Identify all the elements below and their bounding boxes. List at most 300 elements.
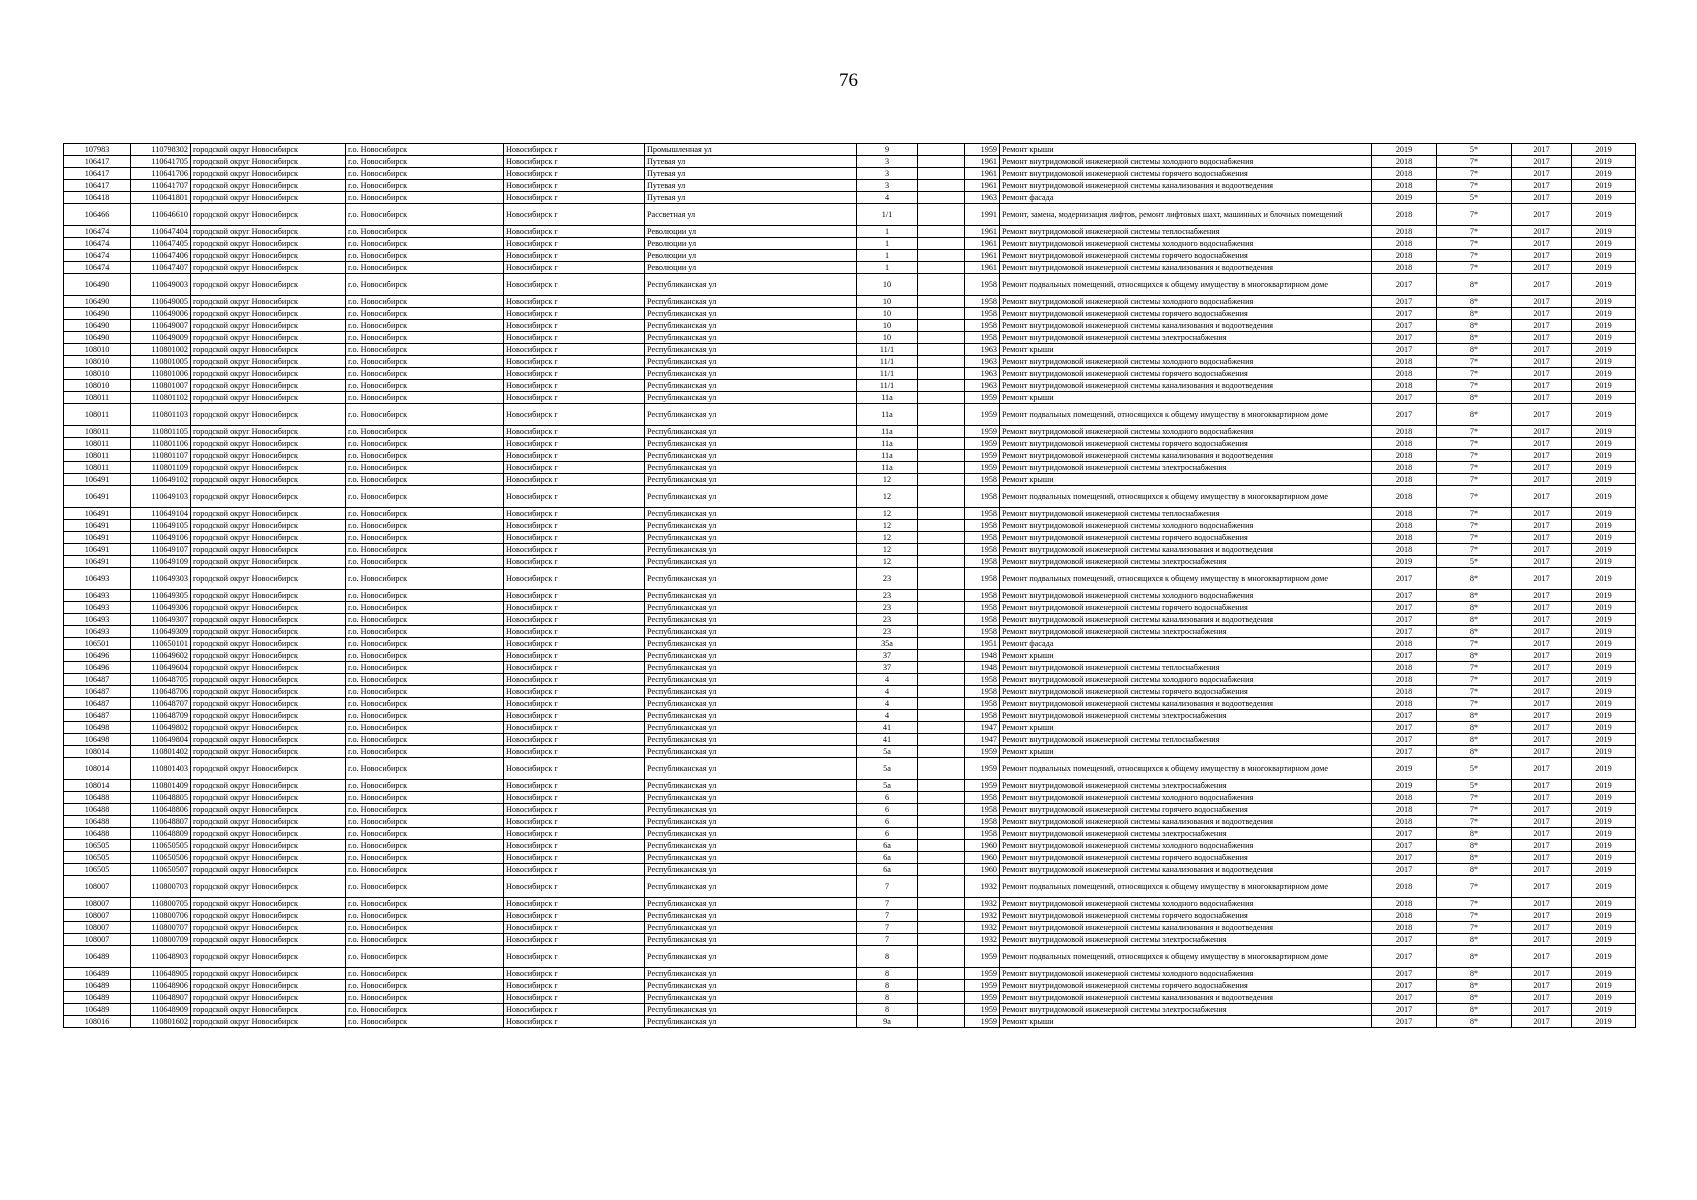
cell-work-type: Ремонт внутридомовой инженерной системы горячего водоснабжения (1000, 368, 1372, 380)
cell-settlement: Новосибирск г (504, 602, 645, 614)
cell-urban-district: г.о. Новосибирск (346, 852, 504, 864)
cell-house-id: 108010 (64, 344, 131, 356)
cell-street: Республиканская ул (645, 638, 857, 650)
table-body (64, 144, 1636, 1028)
cell-building (918, 156, 965, 168)
cell-work-type: Ремонт внутридомовой инженерной системы горячего водоснабжения (1000, 168, 1372, 180)
cell-period-start: 2017 (1512, 392, 1572, 404)
cell-plan-year: 2017 (1372, 392, 1437, 404)
cell-settlement: Новосибирск г (504, 226, 645, 238)
cell-building (918, 780, 965, 792)
table-row (64, 1004, 1636, 1016)
cell-period-end: 2019 (1572, 556, 1636, 568)
cell-house-id: 106498 (64, 722, 131, 734)
cell-period-start: 2017 (1512, 686, 1572, 698)
cell-house-number: 7 (857, 898, 918, 910)
cell-house-number: 6 (857, 828, 918, 840)
cell-urban-district: г.о. Новосибирск (346, 722, 504, 734)
cell-plan-year: 2018 (1372, 356, 1437, 368)
cell-urban-district: г.о. Новосибирск (346, 392, 504, 404)
cell-year-built: 1958 (965, 508, 1000, 520)
cell-work-id: 110649309 (131, 626, 191, 638)
table-row (64, 204, 1636, 226)
table-row (64, 840, 1636, 852)
cell-house-number: 5а (857, 758, 918, 780)
cell-period-end: 2019 (1572, 710, 1636, 722)
cell-house-id: 106498 (64, 734, 131, 746)
cell-building (918, 910, 965, 922)
cell-work-type: Ремонт внутридомовой инженерной системы холодного водоснабжения (1000, 426, 1372, 438)
cell-house-id: 106487 (64, 698, 131, 710)
cell-period-end: 2019 (1572, 320, 1636, 332)
cell-period-end: 2019 (1572, 662, 1636, 674)
cell-plan-year: 2017 (1372, 710, 1437, 722)
cell-period-start: 2017 (1512, 368, 1572, 380)
cell-house-number: 5а (857, 780, 918, 792)
cell-period-end: 2019 (1572, 734, 1636, 746)
cell-urban-district: г.о. Новосибирск (346, 250, 504, 262)
cell-urban-district: г.о. Новосибирск (346, 568, 504, 590)
cell-settlement: Новосибирск г (504, 946, 645, 968)
cell-building (918, 638, 965, 650)
cell-settlement: Новосибирск г (504, 450, 645, 462)
cell-settlement: Новосибирск г (504, 590, 645, 602)
cell-year-built: 1958 (965, 674, 1000, 686)
cell-priority: 8* (1437, 852, 1512, 864)
cell-urban-district: г.о. Новосибирск (346, 192, 504, 204)
cell-settlement: Новосибирск г (504, 474, 645, 486)
cell-municipality: городской округ Новосибирск (191, 320, 346, 332)
table-row (64, 828, 1636, 840)
cell-priority: 5* (1437, 192, 1512, 204)
cell-year-built: 1961 (965, 250, 1000, 262)
cell-house-number: 23 (857, 614, 918, 626)
cell-plan-year: 2018 (1372, 674, 1437, 686)
cell-urban-district: г.о. Новосибирск (346, 650, 504, 662)
cell-period-start: 2017 (1512, 180, 1572, 192)
cell-priority: 7* (1437, 698, 1512, 710)
cell-period-start: 2017 (1512, 722, 1572, 734)
cell-work-id: 110649305 (131, 590, 191, 602)
cell-period-end: 2019 (1572, 568, 1636, 590)
cell-year-built: 1959 (965, 404, 1000, 426)
cell-settlement: Новосибирск г (504, 1016, 645, 1028)
cell-house-id: 108011 (64, 404, 131, 426)
cell-period-end: 2019 (1572, 508, 1636, 520)
cell-settlement: Новосибирск г (504, 368, 645, 380)
cell-house-id: 106491 (64, 474, 131, 486)
cell-settlement: Новосибирск г (504, 710, 645, 722)
cell-priority: 7* (1437, 638, 1512, 650)
cell-period-end: 2019 (1572, 380, 1636, 392)
cell-municipality: городской округ Новосибирск (191, 780, 346, 792)
cell-settlement: Новосибирск г (504, 556, 645, 568)
cell-municipality: городской округ Новосибирск (191, 828, 346, 840)
cell-work-type: Ремонт внутридомовой инженерной системы электроснабжения (1000, 1004, 1372, 1016)
cell-plan-year: 2018 (1372, 520, 1437, 532)
table-row (64, 590, 1636, 602)
cell-settlement: Новосибирск г (504, 262, 645, 274)
cell-municipality: городской округ Новосибирск (191, 168, 346, 180)
cell-street: Республиканская ул (645, 840, 857, 852)
cell-house-number: 12 (857, 508, 918, 520)
cell-house-number: 8 (857, 946, 918, 968)
cell-house-number: 8 (857, 992, 918, 1004)
cell-house-number: 35а (857, 638, 918, 650)
cell-municipality: городской округ Новосибирск (191, 508, 346, 520)
table-row (64, 852, 1636, 864)
cell-priority: 8* (1437, 320, 1512, 332)
cell-urban-district: г.о. Новосибирск (346, 332, 504, 344)
cell-work-id: 110649103 (131, 486, 191, 508)
cell-work-id: 110800709 (131, 934, 191, 946)
cell-work-type: Ремонт внутридомовой инженерной системы теплоснабжения (1000, 508, 1372, 520)
cell-street: Республиканская ул (645, 722, 857, 734)
cell-plan-year: 2019 (1372, 556, 1437, 568)
cell-house-id: 106490 (64, 332, 131, 344)
cell-plan-year: 2018 (1372, 204, 1437, 226)
cell-municipality: городской округ Новосибирск (191, 344, 346, 356)
cell-period-end: 2019 (1572, 910, 1636, 922)
cell-work-id: 110800705 (131, 898, 191, 910)
cell-year-built: 1959 (965, 758, 1000, 780)
cell-priority: 8* (1437, 968, 1512, 980)
cell-municipality: городской округ Новосибирск (191, 474, 346, 486)
cell-work-type: Ремонт внутридомовой инженерной системы канализования и водоотведения (1000, 380, 1372, 392)
cell-building (918, 686, 965, 698)
cell-plan-year: 2017 (1372, 840, 1437, 852)
cell-period-start: 2017 (1512, 946, 1572, 968)
cell-urban-district: г.о. Новосибирск (346, 662, 504, 674)
cell-priority: 8* (1437, 934, 1512, 946)
cell-work-type: Ремонт внутридомовой инженерной системы канализования и водоотведения (1000, 698, 1372, 710)
cell-urban-district: г.о. Новосибирск (346, 226, 504, 238)
cell-street: Республиканская ул (645, 462, 857, 474)
cell-house-number: 1 (857, 250, 918, 262)
cell-urban-district: г.о. Новосибирск (346, 1004, 504, 1016)
cell-urban-district: г.о. Новосибирск (346, 602, 504, 614)
cell-work-type: Ремонт внутридомовой инженерной системы горячего водоснабжения (1000, 910, 1372, 922)
cell-work-type: Ремонт внутридомовой инженерной системы горячего водоснабжения (1000, 980, 1372, 992)
cell-period-start: 2017 (1512, 156, 1572, 168)
cell-street: Республиканская ул (645, 650, 857, 662)
cell-municipality: городской округ Новосибирск (191, 934, 346, 946)
cell-plan-year: 2018 (1372, 438, 1437, 450)
cell-work-id: 110648905 (131, 968, 191, 980)
cell-work-type: Ремонт крыши (1000, 746, 1372, 758)
cell-house-number: 4 (857, 192, 918, 204)
cell-municipality: городской округ Новосибирск (191, 602, 346, 614)
cell-building (918, 804, 965, 816)
cell-house-id: 108011 (64, 426, 131, 438)
cell-urban-district: г.о. Новосибирск (346, 946, 504, 968)
cell-work-id: 110801002 (131, 344, 191, 356)
cell-street: Революции ул (645, 250, 857, 262)
cell-municipality: городской округ Новосибирск (191, 296, 346, 308)
cell-work-id: 110801007 (131, 380, 191, 392)
cell-priority: 5* (1437, 758, 1512, 780)
cell-house-id: 108007 (64, 922, 131, 934)
cell-work-id: 110647407 (131, 262, 191, 274)
cell-municipality: городской округ Новосибирск (191, 520, 346, 532)
cell-urban-district: г.о. Новосибирск (346, 968, 504, 980)
cell-priority: 7* (1437, 380, 1512, 392)
cell-period-end: 2019 (1572, 968, 1636, 980)
cell-work-type: Ремонт внутридомовой инженерной системы канализования и водоотведения (1000, 450, 1372, 462)
cell-settlement: Новосибирск г (504, 308, 645, 320)
cell-urban-district: г.о. Новосибирск (346, 746, 504, 758)
cell-settlement: Новосибирск г (504, 1004, 645, 1016)
cell-period-end: 2019 (1572, 356, 1636, 368)
cell-house-number: 6а (857, 840, 918, 852)
cell-municipality: городской округ Новосибирск (191, 922, 346, 934)
table-row (64, 816, 1636, 828)
cell-priority: 8* (1437, 734, 1512, 746)
cell-year-built: 1958 (965, 544, 1000, 556)
cell-house-number: 12 (857, 474, 918, 486)
cell-year-built: 1958 (965, 532, 1000, 544)
cell-house-id: 108014 (64, 780, 131, 792)
cell-urban-district: г.о. Новосибирск (346, 804, 504, 816)
cell-plan-year: 2018 (1372, 532, 1437, 544)
cell-house-number: 37 (857, 650, 918, 662)
cell-priority: 7* (1437, 662, 1512, 674)
cell-house-id: 106490 (64, 296, 131, 308)
cell-plan-year: 2018 (1372, 544, 1437, 556)
cell-period-start: 2017 (1512, 614, 1572, 626)
cell-work-id: 110646610 (131, 204, 191, 226)
cell-priority: 8* (1437, 1004, 1512, 1016)
table-row (64, 274, 1636, 296)
cell-house-number: 11а (857, 392, 918, 404)
cell-municipality: городской округ Новосибирск (191, 462, 346, 474)
cell-work-id: 110649007 (131, 320, 191, 332)
cell-period-start: 2017 (1512, 332, 1572, 344)
cell-street: Республиканская ул (645, 532, 857, 544)
cell-street: Республиканская ул (645, 380, 857, 392)
cell-municipality: городской округ Новосибирск (191, 380, 346, 392)
cell-settlement: Новосибирск г (504, 804, 645, 816)
cell-work-type: Ремонт подвальных помещений, относящихся к общему имуществу в многоквартирном доме (1000, 404, 1372, 426)
cell-period-end: 2019 (1572, 180, 1636, 192)
cell-year-built: 1958 (965, 474, 1000, 486)
cell-work-id: 110649106 (131, 532, 191, 544)
cell-plan-year: 2017 (1372, 332, 1437, 344)
cell-urban-district: г.о. Новосибирск (346, 486, 504, 508)
cell-house-id: 106488 (64, 792, 131, 804)
cell-settlement: Новосибирск г (504, 686, 645, 698)
cell-plan-year: 2018 (1372, 462, 1437, 474)
cell-municipality: городской округ Новосибирск (191, 698, 346, 710)
cell-work-id: 110650505 (131, 840, 191, 852)
cell-house-number: 9 (857, 144, 918, 156)
cell-year-built: 1932 (965, 934, 1000, 946)
cell-house-number: 1 (857, 238, 918, 250)
table-row (64, 520, 1636, 532)
cell-settlement: Новосибирск г (504, 508, 645, 520)
cell-urban-district: г.о. Новосибирск (346, 614, 504, 626)
cell-period-start: 2017 (1512, 876, 1572, 898)
cell-house-number: 5а (857, 746, 918, 758)
table-row (64, 910, 1636, 922)
cell-building (918, 180, 965, 192)
cell-period-end: 2019 (1572, 792, 1636, 804)
cell-urban-district: г.о. Новосибирск (346, 308, 504, 320)
table-row (64, 568, 1636, 590)
cell-house-number: 23 (857, 626, 918, 638)
cell-work-id: 110801403 (131, 758, 191, 780)
cell-building (918, 852, 965, 864)
cell-year-built: 1963 (965, 356, 1000, 368)
cell-period-end: 2019 (1572, 828, 1636, 840)
cell-period-start: 2017 (1512, 864, 1572, 876)
cell-municipality: городской округ Новосибирск (191, 614, 346, 626)
cell-work-id: 110648705 (131, 674, 191, 686)
cell-house-number: 3 (857, 180, 918, 192)
cell-urban-district: г.о. Новосибирск (346, 992, 504, 1004)
cell-urban-district: г.о. Новосибирск (346, 734, 504, 746)
cell-urban-district: г.о. Новосибирск (346, 344, 504, 356)
cell-urban-district: г.о. Новосибирск (346, 910, 504, 922)
cell-period-start: 2017 (1512, 852, 1572, 864)
cell-year-built: 1958 (965, 816, 1000, 828)
cell-plan-year: 2017 (1372, 344, 1437, 356)
cell-building (918, 392, 965, 404)
cell-street: Республиканская ул (645, 568, 857, 590)
cell-municipality: городской округ Новосибирск (191, 1004, 346, 1016)
cell-house-id: 108010 (64, 380, 131, 392)
cell-settlement: Новосибирск г (504, 650, 645, 662)
cell-settlement: Новосибирск г (504, 898, 645, 910)
cell-street: Республиканская ул (645, 520, 857, 532)
cell-building (918, 368, 965, 380)
cell-street: Республиканская ул (645, 992, 857, 1004)
cell-period-end: 2019 (1572, 804, 1636, 816)
cell-plan-year: 2017 (1372, 404, 1437, 426)
cell-building (918, 308, 965, 320)
cell-year-built: 1958 (965, 614, 1000, 626)
cell-building (918, 698, 965, 710)
cell-plan-year: 2017 (1372, 590, 1437, 602)
cell-plan-year: 2017 (1372, 568, 1437, 590)
cell-settlement: Новосибирск г (504, 344, 645, 356)
cell-work-id: 110649802 (131, 722, 191, 734)
cell-municipality: городской округ Новосибирск (191, 590, 346, 602)
capital-repair-table (63, 143, 1636, 1028)
cell-period-end: 2019 (1572, 816, 1636, 828)
cell-work-type: Ремонт внутридомовой инженерной системы холодного водоснабжения (1000, 356, 1372, 368)
cell-work-id: 110649306 (131, 602, 191, 614)
cell-settlement: Новосибирск г (504, 168, 645, 180)
cell-priority: 5* (1437, 556, 1512, 568)
cell-house-number: 11а (857, 426, 918, 438)
cell-year-built: 1963 (965, 344, 1000, 356)
cell-municipality: городской округ Новосибирск (191, 356, 346, 368)
cell-street: Республиканская ул (645, 674, 857, 686)
cell-work-type: Ремонт внутридомовой инженерной системы электроснабжения (1000, 332, 1372, 344)
cell-house-id: 106488 (64, 816, 131, 828)
cell-work-type: Ремонт внутридомовой инженерной системы горячего водоснабжения (1000, 852, 1372, 864)
cell-urban-district: г.о. Новосибирск (346, 780, 504, 792)
cell-building (918, 438, 965, 450)
cell-house-id: 106496 (64, 662, 131, 674)
table-row (64, 404, 1636, 426)
cell-urban-district: г.о. Новосибирск (346, 698, 504, 710)
cell-year-built: 1958 (965, 308, 1000, 320)
cell-house-number: 4 (857, 686, 918, 698)
cell-year-built: 1958 (965, 804, 1000, 816)
cell-municipality: городской округ Новосибирск (191, 404, 346, 426)
cell-settlement: Новосибирск г (504, 992, 645, 1004)
cell-year-built: 1958 (965, 520, 1000, 532)
cell-period-end: 2019 (1572, 438, 1636, 450)
cell-settlement: Новосибирск г (504, 698, 645, 710)
cell-period-end: 2019 (1572, 1016, 1636, 1028)
cell-period-start: 2017 (1512, 980, 1572, 992)
cell-house-number: 11/1 (857, 368, 918, 380)
cell-municipality: городской округ Новосибирск (191, 910, 346, 922)
cell-street: Республиканская ул (645, 792, 857, 804)
cell-municipality: городской округ Новосибирск (191, 686, 346, 698)
cell-settlement: Новосибирск г (504, 250, 645, 262)
cell-street: Республиканская ул (645, 308, 857, 320)
cell-settlement: Новосибирск г (504, 532, 645, 544)
cell-house-number: 8 (857, 980, 918, 992)
cell-period-end: 2019 (1572, 262, 1636, 274)
cell-year-built: 1958 (965, 568, 1000, 590)
cell-house-number: 12 (857, 556, 918, 568)
page-number: 76 (839, 70, 858, 91)
cell-work-id: 110649003 (131, 274, 191, 296)
cell-priority: 8* (1437, 722, 1512, 734)
cell-period-end: 2019 (1572, 590, 1636, 602)
table-row (64, 144, 1636, 156)
cell-settlement: Новосибирск г (504, 968, 645, 980)
table-row (64, 474, 1636, 486)
cell-period-end: 2019 (1572, 780, 1636, 792)
cell-building (918, 332, 965, 344)
cell-priority: 7* (1437, 686, 1512, 698)
cell-house-number: 11а (857, 462, 918, 474)
cell-plan-year: 2018 (1372, 168, 1437, 180)
cell-plan-year: 2017 (1372, 968, 1437, 980)
cell-period-start: 2017 (1512, 426, 1572, 438)
table-row (64, 556, 1636, 568)
cell-settlement: Новосибирск г (504, 144, 645, 156)
table-row (64, 392, 1636, 404)
cell-street: Республиканская ул (645, 746, 857, 758)
cell-work-id: 110648706 (131, 686, 191, 698)
cell-period-end: 2019 (1572, 332, 1636, 344)
cell-house-number: 4 (857, 674, 918, 686)
cell-settlement: Новосибирск г (504, 520, 645, 532)
cell-street: Республиканская ул (645, 816, 857, 828)
cell-street: Республиканская ул (645, 1004, 857, 1016)
cell-period-end: 2019 (1572, 426, 1636, 438)
cell-period-start: 2017 (1512, 438, 1572, 450)
cell-street: Республиканская ул (645, 710, 857, 722)
table-row (64, 980, 1636, 992)
cell-period-start: 2017 (1512, 698, 1572, 710)
cell-municipality: городской округ Новосибирск (191, 274, 346, 296)
cell-year-built: 1958 (965, 486, 1000, 508)
cell-period-start: 2017 (1512, 746, 1572, 758)
cell-plan-year: 2018 (1372, 508, 1437, 520)
cell-street: Республиканская ул (645, 590, 857, 602)
cell-urban-district: г.о. Новосибирск (346, 156, 504, 168)
cell-period-end: 2019 (1572, 204, 1636, 226)
cell-house-id: 106496 (64, 650, 131, 662)
